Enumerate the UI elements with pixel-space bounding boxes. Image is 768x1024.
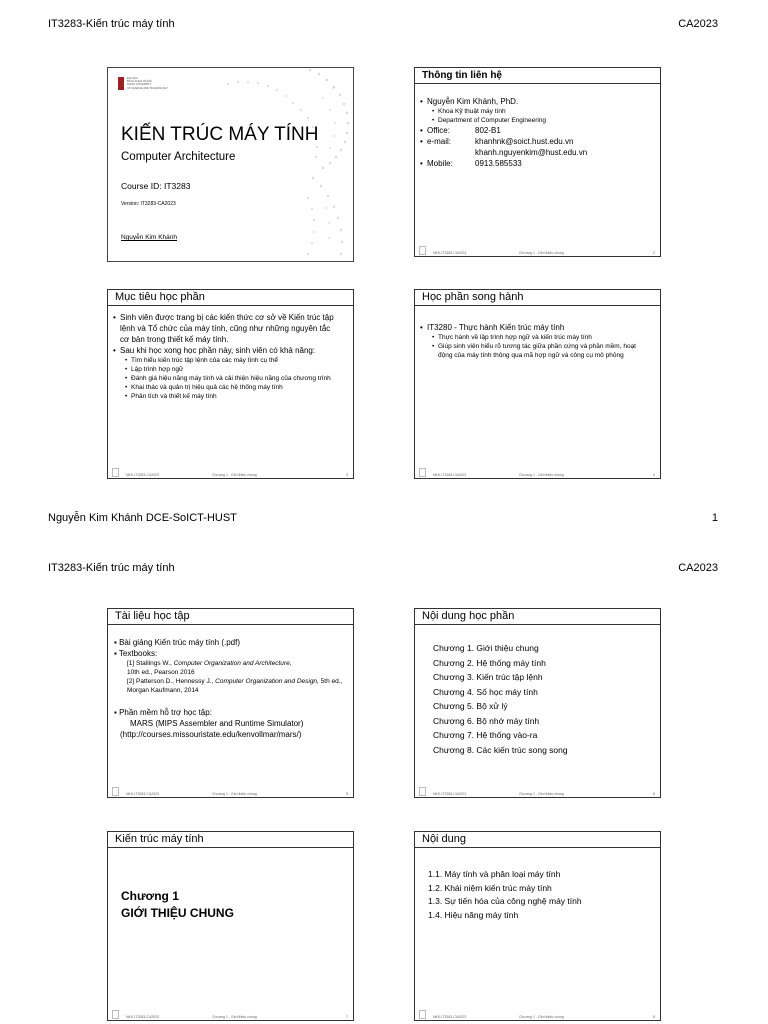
material-item: Phần mềm hỗ trợ học tập: xyxy=(119,708,212,717)
slide-title: Kiến trúc máy tính xyxy=(108,832,353,848)
slide-number: 4 xyxy=(653,473,655,477)
footer-chapter: Chương 1 - Giới thiệu chung xyxy=(519,251,564,255)
course-bullet: • IT3280 - Thực hành Kiến trúc máy tính xyxy=(415,322,660,333)
slide-6[interactable] xyxy=(414,608,661,798)
email-label: • e-mail: xyxy=(427,137,452,146)
footer-chapter: Chương 1 - Giới thiệu chung xyxy=(212,792,257,796)
square-bullet-icon: ▪ xyxy=(114,649,119,658)
section-item: 1.2. Khái niệm kiến trúc máy tính xyxy=(428,882,552,893)
slide-footer xyxy=(415,788,660,796)
slide-thumb-icon xyxy=(419,246,426,255)
square-bullet-icon: ▪ xyxy=(114,708,120,717)
slide-title: Học phần song hành xyxy=(415,290,660,306)
logo-line: BÁCH KHOA HÀ NỘI xyxy=(127,80,152,84)
chapter-item: Chương 2. Hệ thống máy tính xyxy=(433,657,546,668)
slide-footer xyxy=(108,469,353,477)
slide-subtitle: Computer Architecture xyxy=(121,151,236,163)
dot-arc-decoration xyxy=(108,68,354,262)
slide-number: 7 xyxy=(346,1015,348,1019)
slide-2[interactable] xyxy=(414,67,661,257)
footer-version: NKK-IT3283-CA2023 xyxy=(126,473,160,477)
chapter-item: Chương 7. Hệ thống vào-ra xyxy=(433,730,538,740)
section-item: 1.3. Sự tiến hóa của công nghệ máy tính xyxy=(428,896,582,906)
slide-title: Mục tiêu học phần xyxy=(108,290,353,306)
email-value[interactable]: khanhnk@soict.hust.edu.vn xyxy=(475,137,574,146)
slide-5[interactable] xyxy=(107,608,354,798)
goal-sub: • Tìm hiểu kiến trúc tập lệnh của các máy tính cụ thể xyxy=(108,356,353,365)
slide-footer xyxy=(415,469,660,477)
chapter-number: Chương 1 xyxy=(121,889,179,903)
slide-number: 8 xyxy=(653,1015,655,1019)
course-id: Course ID: IT3283 xyxy=(121,181,191,191)
section-item: 1.1. Máy tính và phân loại máy tính xyxy=(428,869,561,879)
version-text: Version: IT3283-CA2023 xyxy=(121,201,176,207)
ref1-edition: 10th ed., Pearson 2016 xyxy=(127,669,195,676)
mobile-label: • Mobile: xyxy=(427,159,453,168)
slide-number: 5 xyxy=(346,792,348,796)
goal-bullet: • Sau khi học xong học phần này, sinh viên có khả năng: xyxy=(108,345,353,356)
section-item: 1.4. Hiệu năng máy tính xyxy=(428,909,519,920)
footer-version: NKK-IT3283-CA2023 xyxy=(433,251,467,255)
slide-footer xyxy=(108,1011,353,1019)
slide-7[interactable] xyxy=(107,831,354,1021)
slide-title: Tài liệu học tập xyxy=(108,609,353,625)
dept-vn: • Khoa Kỹ thuật máy tính xyxy=(415,107,660,116)
ref2-edition: 5th ed., Morgan Kaufmann, 2014 xyxy=(127,678,343,694)
page1-page-number: 1 xyxy=(711,512,718,524)
slide-8[interactable] xyxy=(414,831,661,1021)
page1-header-right: CA2023 xyxy=(678,18,718,30)
university-logo xyxy=(118,77,168,90)
footer-chapter: Chương 1 - Giới thiệu chung xyxy=(519,792,564,796)
logo-line: HANOI UNIVERSITY xyxy=(127,83,152,87)
slide-title: KIẾN TRÚC MÁY TÍNH xyxy=(121,124,319,145)
ref2-authors: [2] Patterson D., Hennessy J., xyxy=(127,678,216,685)
goal-bullet: • Sinh viên được trang bị các kiến thức cơ sở về Kiến trúc tập lệnh và Tổ chức của máy tính, cũng như những nguyên tắc cơ bản trong thiết kế máy tính. xyxy=(108,312,353,345)
footer-version: NKK-IT3283-CA2023 xyxy=(433,473,467,477)
chapter-item: Chương 3. Kiến trúc tập lệnh xyxy=(433,672,543,682)
footer-version: NKK-IT3283-CA2023 xyxy=(126,792,160,796)
footer-version: NKK-IT3283-CA2023 xyxy=(126,1015,160,1019)
ref1-title: Computer Organization and Architecture, xyxy=(173,660,292,667)
ref1-authors: [1] Stallings W., xyxy=(127,660,174,667)
goal-sub: • Đánh giá hiệu năng máy tính và cải thiện hiệu năng của chương trình xyxy=(108,374,353,383)
slide-title: Nội dung học phần xyxy=(415,609,660,625)
slide-footer xyxy=(108,788,353,796)
material-item: Bài giảng Kiến trúc máy tính (.pdf) xyxy=(119,638,241,647)
slide-footer xyxy=(415,247,660,255)
contact-name: • Nguyễn Kim Khánh, PhD. xyxy=(415,96,660,107)
slide-3[interactable] xyxy=(107,289,354,479)
slide-1[interactable] xyxy=(107,67,354,262)
chapter-name: GIỚI THIỆU CHUNG xyxy=(121,906,234,920)
mobile-value: 0913.585533 xyxy=(475,159,522,168)
logo-line: ĐẠI HỌC xyxy=(127,77,138,80)
slide-thumb-icon xyxy=(112,787,119,796)
slide-thumb-icon xyxy=(419,787,426,796)
slide-number: 6 xyxy=(653,792,655,796)
slide-thumb-icon xyxy=(419,468,426,477)
goal-sub: • Khai thác và quản trị hiệu quả các hệ thống máy tính xyxy=(108,383,353,392)
square-bullet-icon: ▪ xyxy=(114,638,120,647)
email-value-2[interactable]: khanh.nguyenkim@hust.edu.vn xyxy=(475,148,588,157)
page1-footer-left: Nguyễn Kim Khánh DCE-SoICT-HUST xyxy=(48,512,237,524)
logo-mark xyxy=(118,77,124,90)
mars-name: MARS (MIPS Assembler and Runtime Simulator) xyxy=(130,719,304,728)
slide-thumb-icon xyxy=(112,468,119,477)
slide-footer xyxy=(415,1011,660,1019)
mars-url[interactable]: (http://courses.missouristate.edu/kenvollmar/mars/) xyxy=(120,730,302,739)
page2-header-left: IT3283-Kiến trúc máy tính xyxy=(48,562,175,574)
chapter-item: Chương 4. Số học máy tính xyxy=(433,686,538,697)
footer-chapter: Chương 1 - Giới thiệu chung xyxy=(519,1015,564,1019)
chapter-item: Chương 5. Bộ xử lý xyxy=(433,701,508,711)
page2-header-right: CA2023 xyxy=(678,562,718,574)
chapter-item: Chương 6. Bộ nhớ máy tính xyxy=(433,715,540,726)
goal-sub: • Phân tích và thiết kế máy tính xyxy=(108,392,353,401)
slide-thumb-icon xyxy=(112,1010,119,1019)
author-name: Nguyễn Kim Khánh xyxy=(121,234,178,241)
slide-number: 3 xyxy=(346,473,348,477)
slide-title: Thông tin liên hệ xyxy=(415,68,660,84)
footer-chapter: Chương 1 - Giới thiệu chung xyxy=(212,473,257,477)
footer-version: NKK-IT3283-CA2023 xyxy=(433,1015,467,1019)
ref2-title: Computer Organization and Design, xyxy=(215,678,319,685)
dept-en: • Department of Computer Engineering xyxy=(415,116,660,125)
footer-chapter: Chương 1 - Giới thiệu chung xyxy=(519,473,564,477)
slide-number: 2 xyxy=(653,251,655,255)
footer-chapter: Chương 1 - Giới thiệu chung xyxy=(212,1015,257,1019)
course-sub: • Thực hành về lập trình hợp ngữ và kiến trúc máy tính xyxy=(415,333,660,342)
slide-4[interactable] xyxy=(414,289,661,479)
footer-version: NKK-IT3283-CA2023 xyxy=(433,792,467,796)
goal-sub: • Lập trình hợp ngữ xyxy=(108,365,353,374)
slide-thumb-icon xyxy=(419,1010,426,1019)
chapter-item: Chương 1. Giới thiệu chung xyxy=(433,643,539,653)
office-value: 802-B1 xyxy=(475,126,501,135)
office-label: • Office: xyxy=(427,126,450,135)
slide-title: Nội dung xyxy=(415,832,660,848)
material-item: Textbooks: xyxy=(118,649,158,658)
page1-header-left: IT3283-Kiến trúc máy tính xyxy=(48,18,175,30)
logo-line: OF SCIENCE AND TECHNOLOGY xyxy=(127,86,168,90)
chapter-item: Chương 8. Các kiến trúc song song xyxy=(433,744,568,755)
course-sub: • Giúp sinh viên hiểu rõ tương tác giữa phần cứng và phần mềm, hoạt động của máy tính thông qua mã hợp ngữ và công cụ mô phỏng xyxy=(415,342,660,360)
